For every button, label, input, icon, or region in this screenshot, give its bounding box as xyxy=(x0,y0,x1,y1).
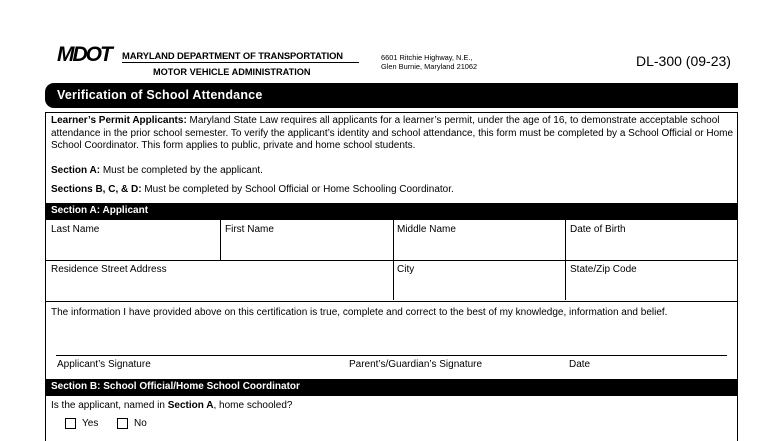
no-checkbox[interactable] xyxy=(117,418,128,429)
row-divider xyxy=(46,260,737,261)
question-text-bold: Section A xyxy=(167,400,214,411)
box-top-border xyxy=(46,112,737,113)
section-b-header xyxy=(46,379,737,396)
intro-lead: Learner’s Permit Applicants: xyxy=(51,115,187,126)
yes-label: Yes xyxy=(82,418,99,429)
certification-text: The information I have provided above on this certification is true, complete and correct to the best of my knowledge, information and belief. xyxy=(51,307,668,318)
yes-checkbox[interactable] xyxy=(65,418,76,429)
form-body xyxy=(45,112,738,441)
intro-text: Maryland State Law requires all applicants for a learner’s permit, under the age of 16, to demonstrate acceptable school attendance in the prior school semester. To verify the applicant’s identity and school attendance, this form must be completed by a School Official or Home School Coordinator. This form applies to public, private and home school students. xyxy=(51,115,734,152)
mdot-logo xyxy=(57,44,123,64)
date-of-birth-field[interactable]: Date of Birth xyxy=(570,224,626,235)
sections-bcd-note-text: Must be completed by School Official or Home Schooling Coordinator. xyxy=(141,184,454,195)
row-divider xyxy=(46,301,737,302)
section-a-title: Section A: Applicant xyxy=(51,205,149,216)
address xyxy=(381,53,477,71)
city-field[interactable]: City xyxy=(397,264,415,275)
section-b-title: Section B: School Official/Home School Coordinator xyxy=(51,381,300,392)
administration-name: MOTOR VEHICLE ADMINISTRATION xyxy=(153,67,311,77)
section-a-note xyxy=(51,165,263,176)
sections-bcd-note-lead: Sections B, C, & D: xyxy=(51,184,142,195)
section-a-note-text: Must be completed by the applicant. xyxy=(100,165,263,176)
no-label: No xyxy=(134,418,147,429)
form-title: Verification of School Attendance xyxy=(57,88,263,102)
street-address-field[interactable]: Residence Street Address xyxy=(51,264,167,275)
address-line-2: Glen Burnie, Maryland 21062 xyxy=(381,62,478,71)
divider xyxy=(220,220,221,260)
date-signature-label: Date xyxy=(569,359,591,370)
department-name: MARYLAND DEPARTMENT OF TRANSPORTATION xyxy=(122,50,343,61)
state-zip-field[interactable]: State/Zip Code xyxy=(570,264,637,275)
no-option[interactable] xyxy=(117,418,147,429)
section-a-header xyxy=(46,203,737,220)
intro-paragraph xyxy=(51,115,734,153)
sections-bcd-note xyxy=(51,184,454,195)
yes-option[interactable] xyxy=(65,418,98,429)
form-id: DL-300 (09-23) xyxy=(636,53,731,69)
svg-text:MDOT: MDOT xyxy=(57,44,111,64)
form-header xyxy=(0,0,784,82)
address-line-1: 6601 Ritchie Highway, N.E., xyxy=(381,53,473,62)
question-text-post: , home schooled? xyxy=(213,400,293,411)
last-name-field[interactable]: Last Name xyxy=(51,224,100,235)
middle-name-field[interactable]: Middle Name xyxy=(397,224,456,235)
guardian-signature-label: Parent’s/Guardian’s Signature xyxy=(349,359,483,370)
header-rule xyxy=(122,62,359,63)
section-a-note-lead: Section A: xyxy=(51,165,101,176)
form-title-bar xyxy=(45,83,738,108)
applicant-signature-label: Applicant’s Signature xyxy=(57,359,151,370)
first-name-field[interactable]: First Name xyxy=(225,224,274,235)
home-school-question xyxy=(51,400,292,411)
question-text-pre: Is the applicant, named in xyxy=(51,400,168,411)
signature-line[interactable] xyxy=(56,355,727,356)
